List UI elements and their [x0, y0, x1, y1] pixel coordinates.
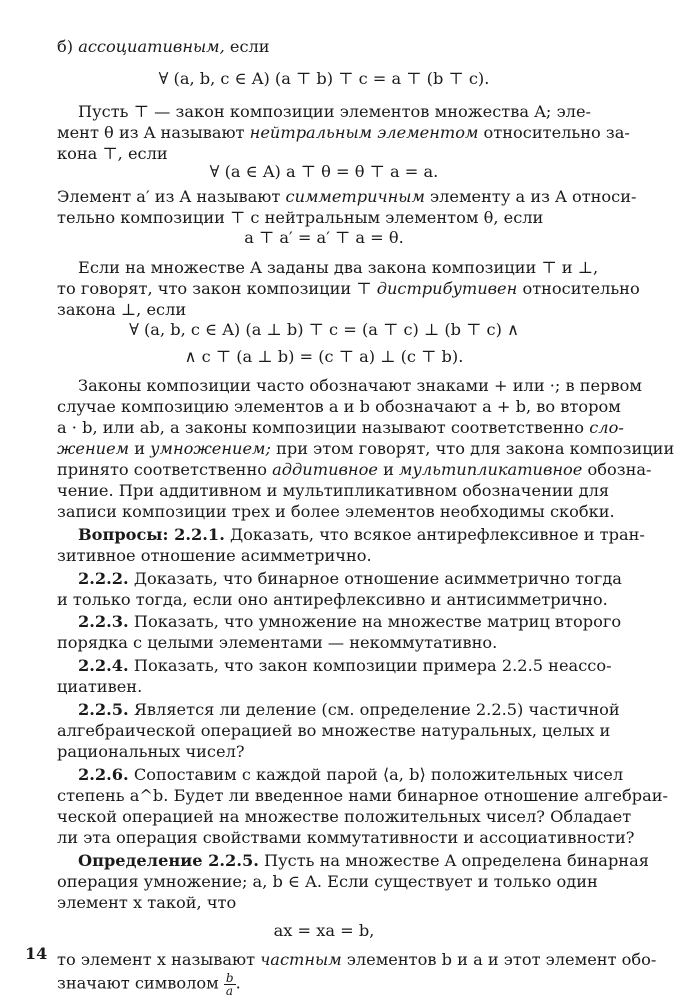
text-line: Пусть ⊤ — закон композиции элементов множества A; эле-	[78, 102, 591, 121]
text-line: то говорят, что закон композиции ⊤ дистрибутивен относительно	[57, 279, 640, 298]
text-line: Если на множестве A заданы два закона композиции ⊤ и ⊥,	[78, 258, 599, 277]
text-line: зитивное отношение асимметрично.	[57, 546, 372, 565]
text-line: операция умножение; a, b ∈ A. Если существует и только один	[57, 872, 598, 891]
text-line: Законы композиции часто обозначают знаками + или ·; в первом	[78, 376, 642, 395]
text-line: ческой операцией на множестве положительных чисел? Обладает	[57, 807, 632, 826]
text-line: алгебраической операцией во множестве натуральных, целых и	[57, 721, 611, 740]
text-line: циативен.	[57, 677, 143, 696]
text-line: a · b, или ab, а законы композиции называют соответственно сло-	[57, 418, 624, 437]
text-line: кона ⊤, если	[57, 144, 168, 163]
text-line: мент θ из A называют нейтральным элементом относительно за-	[57, 123, 630, 142]
text-line: рациональных чисел?	[57, 742, 245, 761]
text-line: б) ассоциативным, если	[57, 37, 270, 56]
text-line: то элемент x называют частным элементов b и a и этот элемент обо-	[57, 950, 657, 969]
formula-associativity: ∀ (a, b, c ∈ A) (a ⊤ b) ⊤ c = a ⊤ (b ⊤ c).	[158, 69, 490, 88]
text-line: чение. При аддитивном и мультипликативном обозначении для	[57, 481, 610, 500]
fraction-b-over-a: $\frac{b}{a}$	[225, 971, 234, 998]
text-line: значают символом $\frac{b}{a}$ .	[57, 971, 241, 998]
text-line: случае композицию элементов a и b обозначают a + b, во втором	[57, 397, 621, 416]
text-line: тельно композиции ⊤ с нейтральным элементом θ, если	[57, 208, 544, 227]
text-line: закона ⊥, если	[57, 300, 187, 319]
text-line: порядка с целыми элементами — некоммутативно.	[57, 633, 498, 652]
text-line: элемент x такой, что	[57, 893, 237, 912]
question-2-2-6: 2.2.6. Сопоставим с каждой парой ⟨a, b⟩ положительных чисел	[78, 765, 624, 784]
text-line: и только тогда, если оно антирефлексивно и антисимметрично.	[57, 590, 608, 609]
text-line: жением и умножением; при этом говорят, что для закона композиции	[57, 439, 674, 458]
question-2-2-4: 2.2.4. Показать, что закон композиции примера 2.2.5 неассо-	[78, 656, 612, 675]
text-line: Элемент a′ из A называют симметричным элементу a из A относи-	[57, 187, 637, 206]
formula-distributivity-2: ∧ c ⊤ (a ⊥ b) = (c ⊤ a) ⊥ (c ⊤ b).	[184, 347, 464, 366]
question-2-2-2: 2.2.2. Доказать, что бинарное отношение асимметрично тогда	[78, 569, 622, 588]
formula-neutral-element: ∀ (a ∈ A) a ⊤ θ = θ ⊤ a = a.	[209, 162, 439, 181]
formula-symmetric-element: a ⊤ a′ = a′ ⊤ a = θ.	[244, 228, 404, 247]
page-number: 14	[25, 944, 48, 963]
formula-quotient: ax = xa = b,	[273, 921, 375, 940]
text-line: ли эта операция свойствами коммутативности и ассоциативности?	[57, 828, 635, 847]
text-line: принято соответственно аддитивное и мультипликативное обозна-	[57, 460, 652, 479]
question-2-2-3: 2.2.3. Показать, что умножение на множестве матриц второго	[78, 612, 622, 631]
question-2-2-5: 2.2.5. Является ли деление (см. определение 2.2.5) частичной	[78, 700, 620, 719]
formula-distributivity-1: ∀ (a, b, c ∈ A) (a ⊥ b) ⊤ c = (a ⊤ c) ⊥ (b ⊤ c) ∧	[129, 320, 519, 339]
text-line: записи композиции трех и более элементов необходимы скобки.	[57, 502, 615, 521]
text-line: степень a^b. Будет ли введенное нами бинарное отношение алгебраи-	[57, 786, 669, 805]
definition-2-2-5: Определение 2.2.5. Пусть на множестве A определена бинарная	[78, 851, 649, 870]
question-2-2-1: Вопросы: 2.2.1. Доказать, что всякое антирефлексивное и тран-	[78, 525, 645, 544]
